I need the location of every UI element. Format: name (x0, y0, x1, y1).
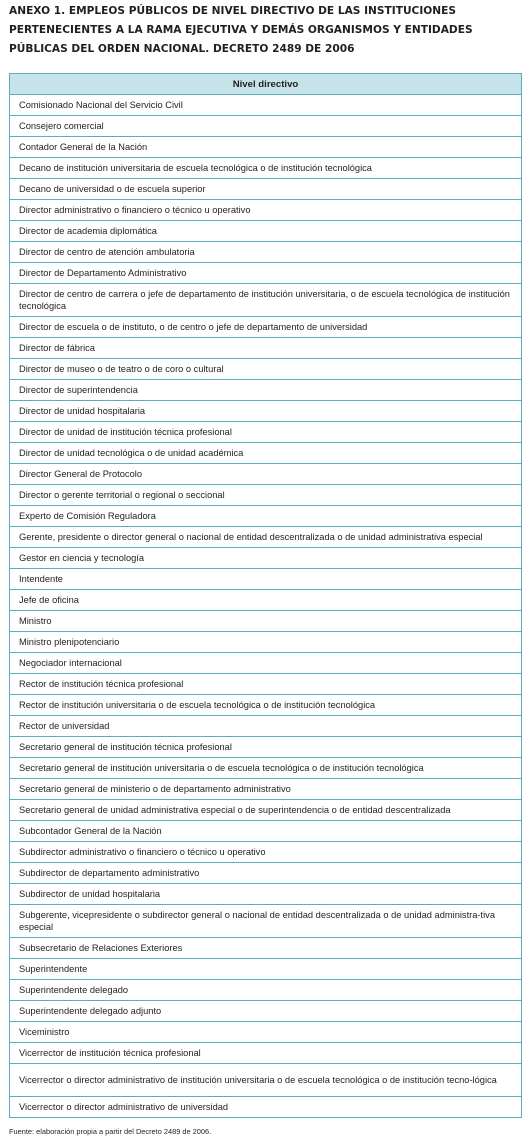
table-row (10, 548, 522, 569)
table-row (10, 443, 522, 464)
table-row (10, 359, 522, 380)
table-header-row (10, 74, 522, 95)
table-cell: Director o gerente territorial o regional o seccional (10, 485, 522, 506)
table-cell: Experto de Comisión Reguladora (10, 506, 522, 527)
table-row (10, 980, 522, 1001)
table-cell: Ministro (10, 611, 522, 632)
table-cell: Consejero comercial (10, 116, 522, 137)
table-cell: Decano de institución universitaria de escuela tecnológica o de institución tecnológica (10, 158, 522, 179)
table-row (10, 401, 522, 422)
table-row (10, 653, 522, 674)
directive-positions-table (9, 73, 522, 1118)
table-cell: Secretario general de institución universitaria o de escuela tecnológica o de institución tecnológica (10, 758, 522, 779)
table-row (10, 716, 522, 737)
table-row (10, 842, 522, 863)
table-cell: Rector de institución técnica profesional (10, 674, 522, 695)
table-cell: Jefe de oficina (10, 590, 522, 611)
table-cell: Secretario general de institución técnica profesional (10, 737, 522, 758)
table-cell: Ministro plenipotenciario (10, 632, 522, 653)
table-row (10, 905, 522, 938)
table-cell: Subdirector de unidad hospitalaria (10, 884, 522, 905)
table-row (10, 590, 522, 611)
table-row (10, 527, 522, 548)
table-cell: Subsecretario de Relaciones Exteriores (10, 938, 522, 959)
table-cell: Director de centro de carrera o jefe de departamento de institución universitaria, o de escuela tecnológica de institución tecnológica (10, 284, 522, 317)
table-cell: Director de unidad tecnológica o de unidad académica (10, 443, 522, 464)
table-row (10, 695, 522, 716)
table-row (10, 1043, 522, 1064)
table-row (10, 959, 522, 980)
table-row (10, 158, 522, 179)
table-cell: Vicerrector de institución técnica profesional (10, 1043, 522, 1064)
source-note: Fuente: elaboración propia a partir del Decreto 2489 de 2006. (9, 1127, 212, 1136)
table-cell: Secretario general de unidad administrativa especial o de superintendencia o de entidad descentralizada (10, 800, 522, 821)
table-row (10, 506, 522, 527)
table-cell: Secretario general de ministerio o de departamento administrativo (10, 779, 522, 800)
table-cell: Comisionado Nacional del Servicio Civil (10, 95, 522, 116)
table-row (10, 758, 522, 779)
table-row (10, 674, 522, 695)
table-row (10, 800, 522, 821)
table-cell: Director de fábrica (10, 338, 522, 359)
table-row (10, 863, 522, 884)
table-row (10, 611, 522, 632)
table-row (10, 737, 522, 758)
table-cell: Director de unidad de institución técnica profesional (10, 422, 522, 443)
table-row (10, 569, 522, 590)
table-row (10, 821, 522, 842)
table-row (10, 884, 522, 905)
table-cell: Superintendente delegado adjunto (10, 1001, 522, 1022)
table-row (10, 938, 522, 959)
table-row (10, 632, 522, 653)
table-cell: Superintendente (10, 959, 522, 980)
table-row (10, 422, 522, 443)
table-row (10, 284, 522, 317)
table-cell: Rector de institución universitaria o de escuela tecnológica o de institución tecnológica (10, 695, 522, 716)
table-cell: Decano de universidad o de escuela superior (10, 179, 522, 200)
table-row (10, 263, 522, 284)
table-row (10, 1001, 522, 1022)
table-cell: Director General de Protocolo (10, 464, 522, 485)
table-row (10, 380, 522, 401)
table-row (10, 317, 522, 338)
table-cell: Subdirector administrativo o financiero o técnico u operativo (10, 842, 522, 863)
table-row (10, 242, 522, 263)
table-cell: Subcontador General de la Nación (10, 821, 522, 842)
table-cell: Director de academia diplomática (10, 221, 522, 242)
table-cell: Director de Departamento Administrativo (10, 263, 522, 284)
table-cell: Superintendente delegado (10, 980, 522, 1001)
document-title: ANEXO 1. EMPLEOS PÚBLICOS DE NIVEL DIRECTIVO DE LAS INSTITUCIONES PERTENECIENTES A LA RAMA EJECUTIVA Y DEMÁS ORGANISMOS Y ENTIDADES PÚBLICAS DEL ORDEN NACIONAL. DECRETO 2489 DE 2006 (9, 5, 473, 55)
table-cell: Gestor en ciencia y tecnología (10, 548, 522, 569)
table-row (10, 179, 522, 200)
table-cell: Negociador internacional (10, 653, 522, 674)
table-cell: Director de unidad hospitalaria (10, 401, 522, 422)
table-cell: Director administrativo o financiero o técnico u operativo (10, 200, 522, 221)
table-cell: Vicerrector o director administrativo de universidad (10, 1097, 522, 1118)
table-cell: Vicerrector o director administrativo de institución universitaria o de escuela tecnológica o de institución tecno-lógica (10, 1064, 522, 1097)
table-row (10, 137, 522, 158)
table-row (10, 221, 522, 242)
table-cell: Director de escuela o de instituto, o de centro o jefe de departamento de universidad (10, 317, 522, 338)
table-cell: Viceministro (10, 1022, 522, 1043)
table-cell: Director de centro de atención ambulatoria (10, 242, 522, 263)
table-cell: Subgerente, vicepresidente o subdirector general o nacional de entidad descentralizada o de unidad administra-tiva especial (10, 905, 522, 938)
table-row (10, 779, 522, 800)
table-row (10, 1097, 522, 1118)
table-cell: Gerente, presidente o director general o nacional de entidad descentralizada o de unidad administrativa especial (10, 527, 522, 548)
table-row (10, 116, 522, 137)
table-body (10, 95, 522, 1118)
table-row (10, 1022, 522, 1043)
table-cell: Director de museo o de teatro o de coro o cultural (10, 359, 522, 380)
table-cell: Director de superintendencia (10, 380, 522, 401)
table-row (10, 338, 522, 359)
table-cell: Subdirector de departamento administrativo (10, 863, 522, 884)
table-row (10, 95, 522, 116)
table-cell: Intendente (10, 569, 522, 590)
table-cell: Contador General de la Nación (10, 137, 522, 158)
table-row (10, 200, 522, 221)
table-row (10, 464, 522, 485)
table-row (10, 1064, 522, 1097)
table-cell: Rector de universidad (10, 716, 522, 737)
column-header: Nivel directivo (10, 74, 522, 95)
table-row (10, 485, 522, 506)
